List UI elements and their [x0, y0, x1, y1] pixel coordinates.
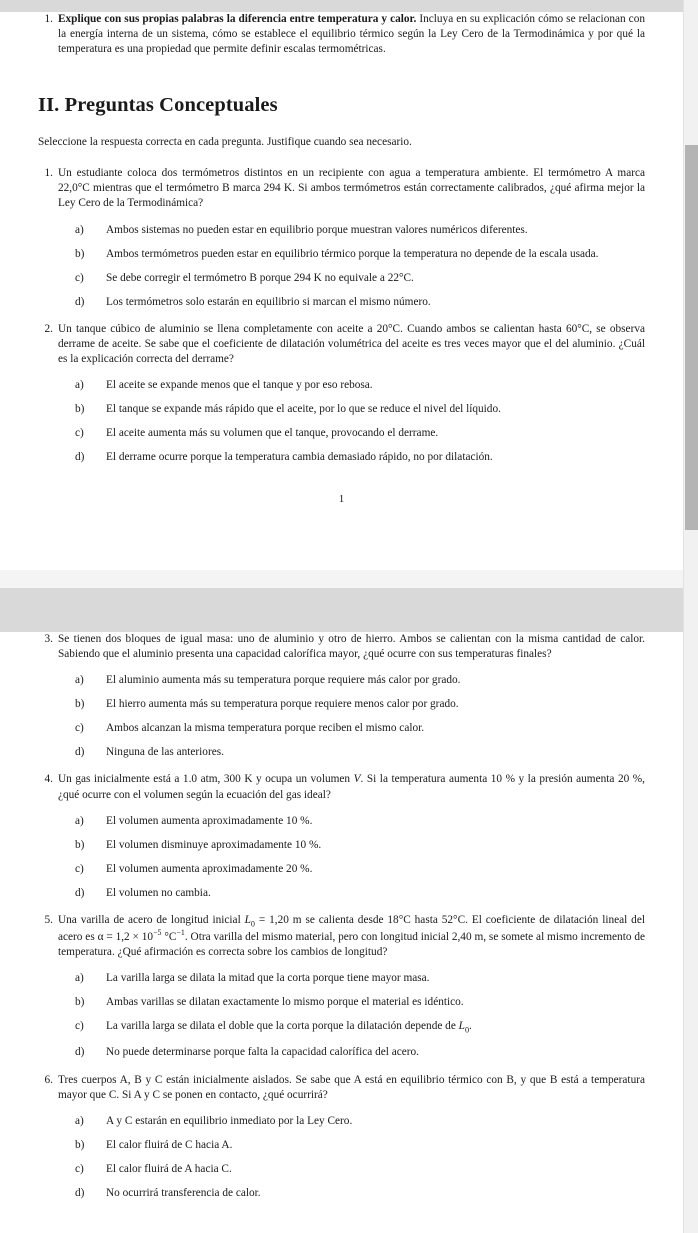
option-item[interactable] — [75, 1138, 645, 1153]
option-item[interactable] — [75, 295, 645, 310]
question-list-page1 — [38, 166, 645, 211]
option-text: El aceite se expande menos que el tanque y por eso rebosa. — [106, 379, 373, 392]
length-subscript: 0 — [250, 919, 255, 929]
question-list-page2-5 — [38, 913, 645, 960]
option-text: Se debe corregir el termómetro B porque 294 K no equivale a 22°C. — [106, 271, 414, 284]
option-text: Ambas varillas se dilatan exactamente lo mismo porque el material es idéntico. — [106, 996, 464, 1009]
option-list-2 — [38, 378, 645, 465]
option-label: c) — [75, 427, 84, 440]
option-text: El aluminio aumenta más su temperatura porque requiere más calor por grado. — [106, 674, 461, 687]
question-list-page2-4 — [38, 772, 645, 802]
option-label: c) — [75, 1162, 84, 1175]
option-text: El volumen aumenta aproximadamente 20 %. — [106, 862, 313, 875]
section-heading: II. Preguntas Conceptuales — [38, 94, 278, 117]
question-item-open-1 — [38, 12, 645, 57]
scrollbar-thumb[interactable] — [685, 145, 698, 530]
question-text — [58, 13, 645, 55]
question-item-5 — [38, 913, 645, 960]
option-label: a) — [75, 379, 84, 392]
document-page-1 — [0, 12, 683, 570]
option-text: El tanque se expande más rápido que el aceite, por lo que se reduce el nivel del líquido. — [106, 403, 501, 416]
section-instruction: Seleccione la respuesta correcta en cada pregunta. Justifique cuando sea necesario. — [38, 135, 412, 148]
option-item[interactable] — [75, 402, 645, 417]
option-list-1 — [38, 223, 645, 310]
question-number: 1. — [44, 167, 53, 180]
option-item[interactable] — [75, 1019, 645, 1036]
length-symbol: L — [458, 1020, 465, 1033]
question-text-part1: Una varilla de acero de longitud inicial — [58, 913, 245, 926]
option-item[interactable] — [75, 1186, 645, 1201]
option-item[interactable] — [75, 450, 645, 465]
page-number: 1 — [338, 493, 345, 506]
question-text — [58, 773, 645, 800]
question-number: 3. — [44, 633, 53, 645]
option-label: b) — [75, 838, 85, 851]
scrollbar-track-top — [685, 0, 698, 4]
question-text: Un estudiante coloca dos termómetros distintos en un recipiente con agua a temperatura ambiente. El termómetro A marca 22,0°C mientras que el termómetro B marca 294 K. Si ambos termómetros están correctamente calibrados, ¿qué afirma mejor la Ley Cero de la Termodinámica? — [58, 167, 645, 210]
option-label: a) — [75, 223, 84, 236]
option-text-part2: . — [469, 1020, 472, 1033]
option-item[interactable] — [75, 745, 645, 760]
initial-length-variable — [458, 1020, 470, 1035]
page-separator — [0, 570, 683, 588]
question-list-page1-b — [38, 322, 645, 367]
option-item[interactable] — [75, 1114, 645, 1129]
length-symbol: L — [244, 913, 251, 926]
option-label: a) — [75, 814, 84, 827]
option-item[interactable] — [75, 247, 645, 262]
option-label: a) — [75, 674, 84, 687]
option-text — [106, 1020, 472, 1035]
option-text: A y C estarán en equilibrio inmediato por la Ley Cero. — [106, 1114, 353, 1127]
option-item[interactable] — [75, 426, 645, 441]
option-list-5 — [38, 971, 645, 1060]
option-label: b) — [75, 996, 85, 1009]
question-text-part1: Un gas inicialmente está a 1.0 atm, 300 K y ocupa un volumen — [58, 773, 354, 786]
question-number: 4. — [44, 773, 53, 786]
question-item-2 — [38, 322, 645, 367]
option-label: a) — [75, 1114, 84, 1127]
option-text: Ambos sistemas no pueden estar en equilibrio porque muestran valores numéricos diferentes. — [106, 223, 528, 236]
option-item[interactable] — [75, 223, 645, 238]
volume-variable: V — [353, 773, 361, 786]
question-text-part2: . Si la temperatura aumenta 10 % y la presión aumenta 20 %, ¿qué ocurre con el volumen según la ecuación del gas ideal? — [58, 773, 646, 801]
option-item[interactable] — [75, 1045, 645, 1060]
option-text: El hierro aumenta más su temperatura porque requiere menos calor por grado. — [106, 698, 459, 711]
question-text-part3: °C — [161, 931, 177, 944]
question-text-part2: = 1,20 m se calienta desde 18°C hasta 52°C. El coeficiente de dilatación lineal del acero es α = 1,2 × 10 — [58, 913, 645, 944]
question-item-4 — [38, 772, 645, 802]
option-label: b) — [75, 403, 85, 416]
option-item[interactable] — [75, 1162, 645, 1177]
option-text: El volumen disminuye aproximadamente 10 %. — [106, 838, 322, 851]
question-text: Tres cuerpos A, B y C están inicialmente aislados. Se sabe que A está en equilibrio térmico con B, y que B está a temperatura mayor que C. Si A y C se ponen en contacto, ¿qué ocurrirá? — [58, 1073, 645, 1101]
option-text: No ocurrirá transferencia de calor. — [106, 1186, 261, 1199]
question-item-6 — [38, 1073, 645, 1103]
option-label: b) — [75, 698, 85, 711]
option-item[interactable] — [75, 814, 645, 829]
question-text: Se tienen dos bloques de igual masa: uno de aluminio y otro de hierro. Ambos se calientan con la misma cantidad de calor. Sabiendo que el aluminio presenta una capacidad calorífica mayor, ¿qué ocurre con sus temperaturas finales? — [58, 633, 645, 661]
option-item[interactable] — [75, 378, 645, 393]
vertical-scrollbar[interactable] — [683, 0, 698, 1233]
option-text: El aceite aumenta más su volumen que el tanque, provocando el derrame. — [106, 427, 439, 440]
question-text-part4: . Otra varilla del mismo material, pero con longitud inicial 2,40 m, se somete al mismo incremento de temperatura. ¿Qué afirmación es correcta sobre los cambios de longitud? — [58, 931, 646, 959]
question-item-1 — [38, 166, 645, 211]
question-number: 2. — [44, 322, 53, 335]
option-label: a) — [75, 972, 84, 985]
option-label: c) — [75, 1020, 84, 1033]
question-list-page2-3 — [38, 632, 645, 662]
option-item[interactable] — [75, 673, 645, 688]
option-label: d) — [75, 746, 85, 759]
question-number: 1. — [44, 13, 53, 25]
option-text: El volumen no cambia. — [106, 886, 211, 899]
question-body: Incluya en su explicación cómo se relacionan con la energía interna de un sistema, cómo se establece el equilibrio térmico según la Ley Cero de la Termodinámica y por qué la temperatura es una propiedad que permite definir escalas termométricas. — [58, 13, 645, 56]
option-text: El volumen aumenta aproximadamente 10 %. — [106, 814, 313, 827]
exponent-minus-one: −1 — [176, 928, 185, 938]
option-item[interactable] — [75, 886, 645, 901]
option-item[interactable] — [75, 862, 645, 877]
option-list-6 — [38, 1114, 645, 1201]
option-item[interactable] — [75, 995, 645, 1010]
option-label: d) — [75, 451, 85, 464]
option-label: d) — [75, 1186, 85, 1199]
option-item[interactable] — [75, 697, 645, 712]
exponent-minus-five: −5 — [153, 928, 162, 938]
option-label: b) — [75, 1138, 85, 1151]
intro-question-list — [38, 12, 645, 57]
option-item[interactable] — [75, 721, 645, 736]
length-subscript: 0 — [464, 1025, 470, 1035]
option-text: No puede determinarse porque falta la capacidad calorífica del acero. — [106, 1046, 420, 1059]
option-label: d) — [75, 886, 85, 899]
option-label: c) — [75, 862, 84, 875]
question-number: 6. — [44, 1073, 53, 1086]
option-text: Los termómetros solo estarán en equilibrio si marcan el mismo número. — [106, 295, 431, 308]
option-item[interactable] — [75, 838, 645, 853]
option-text: El derrame ocurre porque la temperatura cambia demasiado rápido, no por dilatación. — [106, 451, 493, 464]
initial-length-variable — [244, 913, 255, 929]
option-text: La varilla larga se dilata la mitad que la corta porque tiene mayor masa. — [106, 972, 430, 985]
option-label: b) — [75, 247, 85, 260]
option-label: c) — [75, 722, 84, 735]
question-list-page2-6 — [38, 1073, 645, 1103]
option-label: d) — [75, 295, 85, 308]
question-item-3 — [38, 632, 645, 662]
option-label: c) — [75, 271, 84, 284]
option-text: Ninguna de las anteriores. — [106, 746, 224, 759]
option-list-3 — [38, 673, 645, 760]
option-text: El calor fluirá de A hacia C. — [106, 1162, 232, 1175]
question-number: 5. — [44, 913, 53, 926]
question-bold-lead: Explique con sus propias palabras la diferencia entre temperatura y calor. — [58, 13, 417, 25]
option-item[interactable] — [75, 971, 645, 986]
option-text-part1: La varilla larga se dilata el doble que la corta porque la dilatación depende de — [106, 1020, 459, 1033]
option-label: d) — [75, 1046, 85, 1059]
question-text — [58, 914, 645, 958]
question-text: Un tanque cúbico de aluminio se llena completamente con aceite a 20°C. Cuando ambos se calientan hasta 60°C, se observa derrame de aceite. Se sabe que el coeficiente de dilatación volumétrica del aceite es tres veces mayor que el del aluminio. ¿Cuál es la explicación correcta del derrame? — [58, 322, 645, 365]
document-page-2 — [0, 632, 683, 1233]
option-text: Ambos alcanzan la misma temperatura porque reciben el mismo calor. — [106, 722, 425, 735]
option-item[interactable] — [75, 271, 645, 286]
option-text: Ambos termómetros pueden estar en equilibrio térmico porque la temperatura no depende de la escala usada. — [106, 247, 599, 260]
option-list-4 — [38, 814, 645, 901]
option-text: El calor fluirá de C hacia A. — [106, 1138, 233, 1151]
